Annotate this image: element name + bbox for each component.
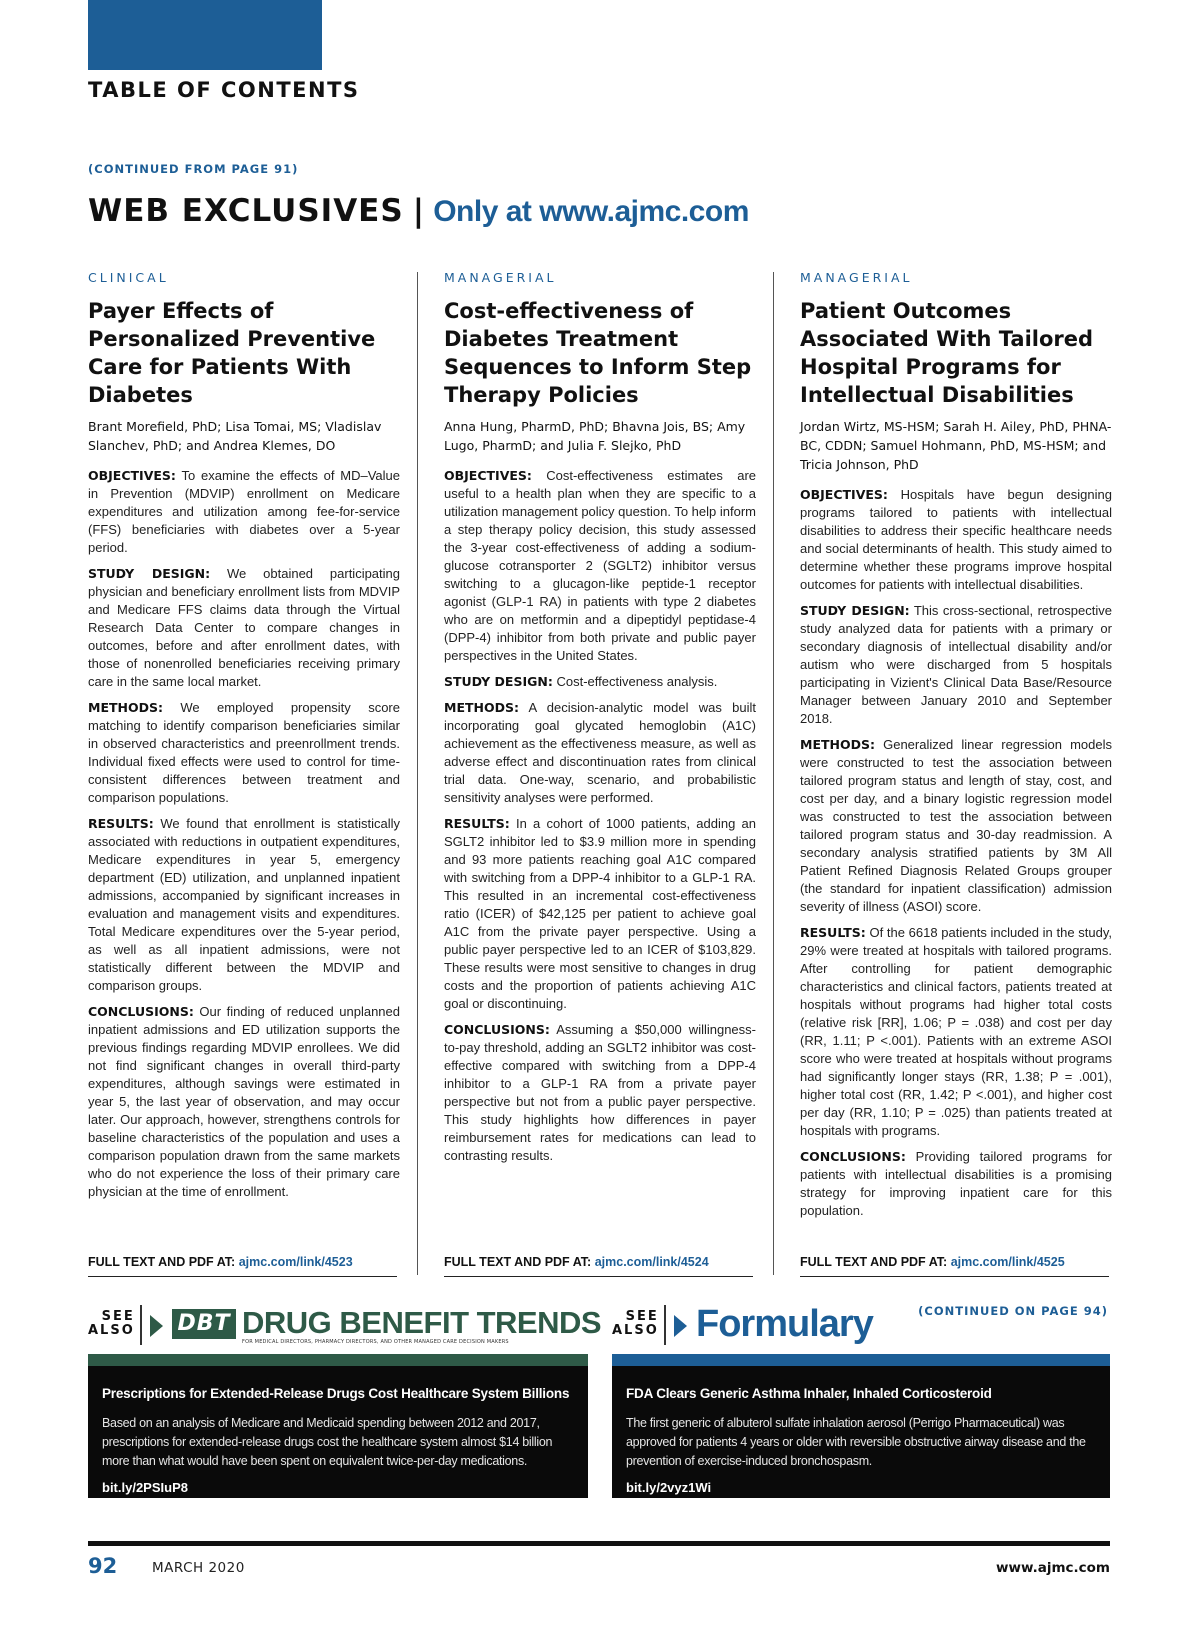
article-authors: Brant Morefield, PhD; Lisa Tomai, MS; Vladislav Slanchev, PhD; and Andrea Klemes, DO [88,419,382,453]
continued-from-label: (CONTINUED FROM PAGE 91) [88,162,299,176]
see-also-divider [140,1305,142,1345]
abstract-study-design [88,565,400,691]
section-text: Generalized linear regression models were constructed to test the association between tailored program status and length of stay, cost, and cost per day, and a binary logistic regression model was constructed to test the association between tailored program status and 30-day readmission. A secondary analysis stratified patients by 3M All Patient Refined Diagnosis Related Groups grouper (the standard for inpatient classification) admission severity of illness (ASOI) score. [800,737,1112,914]
article-column-2 [444,270,756,1173]
section-text: We obtained participating physician and beneficiary enrollment lists from MDVIP and Medicare FFS claims data through the Virtual Research Data Center to compare changes in outcomes, before and after enrollment dates, with those of nonenrolled beneficiaries receiving primary care in the same local market. [88,566,400,689]
section-label: RESULTS: [800,925,866,940]
title-separator: | [412,193,425,229]
article-title[interactable]: Cost-effectiveness of Diabetes Treatment Sequences to Inform Step Therapy Policies [444,299,752,407]
fulltext-link[interactable]: ajmc.com/link/4523 [238,1255,353,1269]
promo-title[interactable]: FDA Clears Generic Asthma Inhaler, Inhaled Corticosteroid [626,1386,992,1401]
abstract-study-design [444,673,756,691]
promo-link[interactable]: bit.ly/2vyz1Wi [626,1480,712,1495]
section-text: This cross-sectional, retrospective study analyzed data for patients with a primary or secondary diagnosis of intellectual disability and/or autism who were discharged from 5 hospitals participating in Vizient's Clinical Data Base/Resource Manager between January 2010 and September 2018. [800,603,1112,726]
promo-title[interactable]: Prescriptions for Extended-Release Drugs Cost Healthcare System Billions [102,1386,570,1401]
article-authors: Anna Hung, PharmD, PhD; Bhavna Jois, BS; Amy Lugo, PharmD; and Julia F. Slejko, PhD [444,419,746,453]
dbt-logo-box: DBT [172,1309,236,1339]
dbt-logo-name: DRUG BENEFIT TRENDS [242,1305,602,1340]
drug-benefit-trends-logo[interactable] [172,1305,602,1347]
dbt-logo-tagline: FOR MEDICAL DIRECTORS, PHARMACY DIRECTORS, AND OTHER MANAGED CARE DECISION MAKERS [242,1339,509,1345]
section-text: Cost-effectiveness estimates are useful to a health plan when they are specific to a utilization management policy question. To help inform a step therapy policy decision, this study assessed the 3-year cost-effectiveness of adding a sodium-glucose cotransporter 2 (SGLT2) inhibitor versus switching to a glucagon-like peptide-1 receptor agonist (GLP-1 RA) in patients with type 2 diabetes who are on metformin and a dipeptidyl peptidase-4 (DPP-4) inhibitor from both private and public payer perspectives in the United States. [444,468,756,663]
dbt-promo-box [88,1354,588,1498]
section-text: Providing tailored programs for patients with intellectual disabilities is a promising strategy for improving inpatient care for this population. [800,1149,1112,1218]
abstract-objectives [800,486,1112,594]
abstract-study-design [800,602,1112,728]
abstract-results [88,815,400,995]
section-label: STUDY DESIGN: [88,566,211,581]
section-label: STUDY DESIGN: [800,603,910,618]
site-url[interactable]: www.ajmc.com [996,1560,1110,1576]
fulltext-link-row [444,1255,753,1277]
web-exclusives-subtitle: Only at www.ajmc.com [433,195,749,228]
abstract-conclusions [800,1148,1112,1220]
article-authors: Jordan Wirtz, MS-HSM; Sarah H. Ailey, PhD, PHNA-BC, CDDN; Samuel Hohmann, PhD, MS-HSM; and Tricia Johnson, PhD [800,419,1112,472]
section-label: OBJECTIVES: [444,468,532,483]
section-label: OBJECTIVES: [88,468,176,483]
fulltext-link-row [88,1255,397,1277]
arrow-right-icon [674,1315,687,1337]
formulary-promo-box [612,1354,1110,1498]
abstract-results [800,924,1112,1140]
fulltext-link-row [800,1255,1109,1277]
article-title[interactable]: Payer Effects of Personalized Preventive Care for Patients With Diabetes [88,299,376,407]
see-also-line2: ALSO [88,1323,135,1338]
see-also-line1: SEE [101,1309,135,1324]
article-column-3 [800,270,1112,1228]
fulltext-label: FULL TEXT AND PDF AT: [444,1255,592,1269]
web-exclusives-title: WEB EXCLUSIVES [88,193,404,229]
abstract-methods [444,699,756,807]
see-also-line1: SEE [625,1309,659,1324]
promo-text: Based on an analysis of Medicare and Medicaid spending between 2012 and 2017, prescriptions for extended-release drugs cost the healthcare system almost $14 billion more than what would have been spent on equivalent twice-per-day medications. [102,1416,553,1468]
see-also-label [88,1310,135,1338]
column-divider [417,272,418,1275]
section-text: In a cohort of 1000 patients, adding an SGLT2 inhibitor led to $3.9 million more in spending and 93 more patients reaching goal A1C compared with switching from a DPP-4 inhibitor to a GLP-1 RA. This resulted in an incremental cost-effectiveness ratio (ICER) of $42,125 per patient to achieve goal A1C from the private payer perspective. Using a public payer perspective led to an ICER of $103,829. These results were most sensitive to changes in drug costs and the proportion of patients achieving A1C goal or discontinuing. [444,816,756,1011]
see-also-divider [664,1305,666,1345]
promo-text: The first generic of albuterol sulfate inhalation aerosol (Perrigo Pharmaceutical) was approved for patients 4 years or older with reversible obstructive airway disease and the prevention of exercise-induced bronchospasm. [626,1416,1086,1468]
see-also-label [612,1310,659,1338]
section-label: STUDY DESIGN: [444,674,553,689]
see-also-line2: ALSO [612,1323,659,1338]
fulltext-label: FULL TEXT AND PDF AT: [800,1255,948,1269]
abstract-objectives [444,467,756,665]
header-accent-bar [88,0,322,70]
promo-link[interactable]: bit.ly/2PSIuP8 [102,1480,188,1495]
arrow-right-icon [150,1315,163,1337]
abstract-methods [88,699,400,807]
fulltext-link[interactable]: ajmc.com/link/4524 [594,1255,709,1269]
section-text: Of the 6618 patients included in the study, 29% were treated at hospitals with tailored programs. After controlling for patient demographic characteristics and clinical factors, patients treated at hospitals without programs had higher total costs (relative risk [RR], 1.06; P = .038) and cost per day (RR, 1.11; P <.001). Patients with an extreme ASOI score who were treated at hospitals without programs had significantly longer stays (RR, 1.38; P = .001), higher total cost (RR, 1.42; P <.001), and higher cost per day (RR, 1.10; P = .025) than patients treated at hospitals with programs. [800,925,1112,1138]
abstract-results [444,815,756,1013]
section-label: METHODS: [800,737,875,752]
abstract-conclusions [88,1003,400,1201]
fulltext-link[interactable]: ajmc.com/link/4525 [950,1255,1065,1269]
section-label: RESULTS: [444,816,510,831]
section-text: Assuming a $50,000 willingness-to-pay threshold, adding an SGLT2 inhibitor was cost-effective compared with switching from a DPP-4 inhibitor to a GLP-1 RA from a private payer perspective but not from a public payer perspective. This study highlights how differences in payer reimbursement rates for medications can lead to contrasting results. [444,1022,756,1163]
article-category: MANAGERIAL [800,270,913,285]
footer-rule [88,1541,1110,1546]
section-label: RESULTS: [88,816,154,831]
section-text: Cost-effectiveness analysis. [556,674,718,689]
section-text: We found that enrollment is statistically associated with reductions in outpatient expenditures, Medicare expenditures in year 5, emergency department (ED) utilization, and unplanned inpatient admissions, accompanied by significant increases in evaluation and management visits and expenditures. Total Medicare expenditures over the 5-year period, as well as all inpatient admissions, were not statistically different between the MDVIP and comparison groups. [88,816,400,993]
section-text: To examine the effects of MD–Value in Prevention (MDVIP) enrollment on Medicare expenditures and utilization among fee-for-service (FFS) beneficiaries with diabetes over a 5-year period. [88,468,400,555]
article-category: CLINICAL [88,270,169,285]
section-label: CONCLUSIONS: [88,1004,194,1019]
article-category: MANAGERIAL [444,270,557,285]
abstract-methods [800,736,1112,916]
formulary-logo[interactable]: Formulary [696,1303,873,1345]
abstract-conclusions [444,1021,756,1165]
page-number: 92 [88,1554,118,1578]
section-text: Hospitals have begun designing programs tailored to patients with intellectual disabilities to address their specific healthcare needs and social determinants of health. This study aimed to determine whether these programs improve hospital outcomes for patients with intellectual disabilities. [800,487,1112,592]
section-text: We employed propensity score matching to identify comparison beneficiaries similar in observed characteristics and preenrollment trends. Individual fixed effects were used to control for time-consistent differences between treatment and comparison populations. [88,700,400,805]
section-label: METHODS: [88,700,163,715]
article-column-1 [88,270,400,1209]
section-label: OBJECTIVES: [800,487,888,502]
fulltext-label: FULL TEXT AND PDF AT: [88,1255,236,1269]
article-title[interactable]: Patient Outcomes Associated With Tailored Hospital Programs for Intellectual Disabilities [800,299,1094,407]
section-label: METHODS: [444,700,519,715]
section-text: A decision-analytic model was built incorporating goal glycated hemoglobin (A1C) achievement as the effectiveness measure, as well as adverse effect and discontinuation rates from clinical trial data. One-way, scenario, and probabilistic sensitivity analyses were performed. [444,700,756,805]
abstract-objectives [88,467,400,557]
continued-on-label: (CONTINUED ON PAGE 94) [918,1304,1108,1318]
web-exclusives-heading [88,193,749,229]
section-label: CONCLUSIONS: [800,1149,906,1164]
section-title: TABLE OF CONTENTS [88,78,360,102]
section-label: CONCLUSIONS: [444,1022,550,1037]
column-divider [773,272,774,1275]
issue-date: MARCH 2020 [152,1560,245,1576]
section-text: Our finding of reduced unplanned inpatient admissions and ED utilization supports the previous findings regarding MDVIP enrollees. We did not find significant changes in overall third-party expenditures, although savings were estimated in year 5, the last year of observation, and may occur later. Our approach, however, strengthens controls for baseline characteristics of the population and uses a comparison population drawn from the same markets who do not experience the loss of their primary care physician at the time of enrollment. [88,1004,400,1199]
